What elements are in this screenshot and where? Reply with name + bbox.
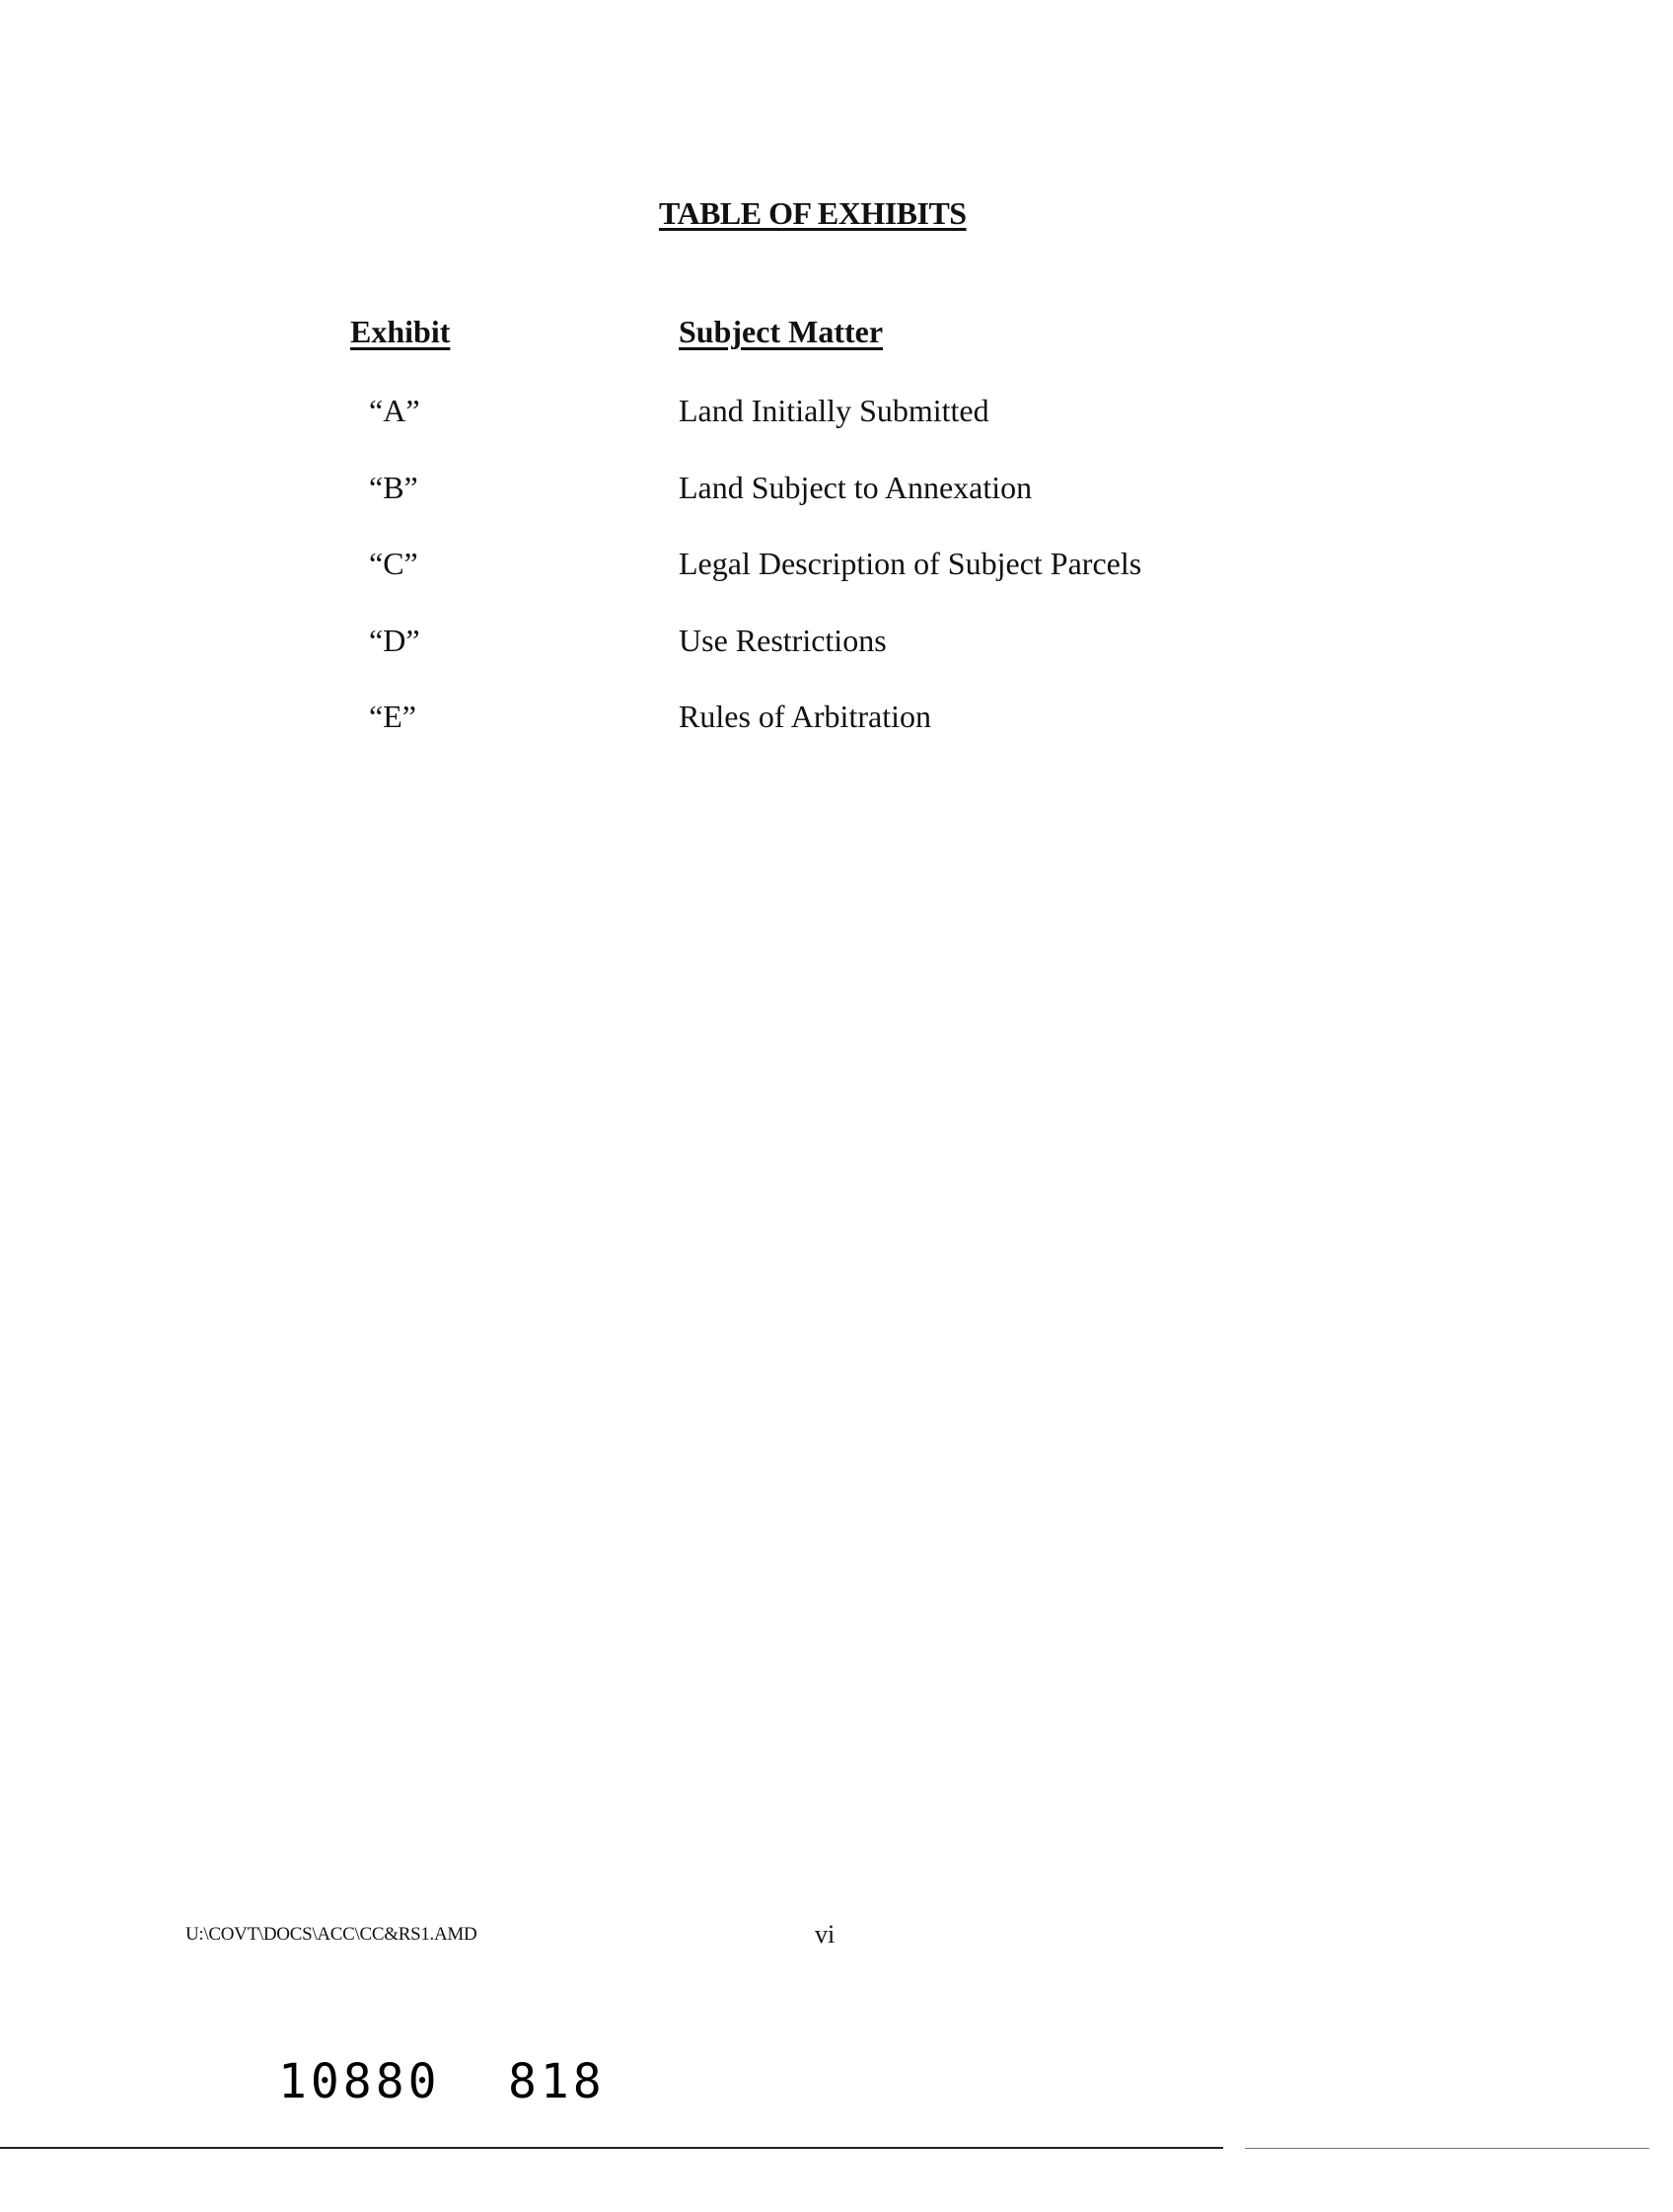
column-header-exhibit: Exhibit bbox=[350, 314, 451, 349]
exhibit-subject: Land Initially Submitted bbox=[679, 393, 989, 428]
document-title: TABLE OF EXHIBITS bbox=[659, 195, 967, 231]
exhibit-code: “C” bbox=[369, 546, 418, 581]
exhibit-code: “B” bbox=[369, 469, 418, 505]
exhibit-subject: Rules of Arbitration bbox=[679, 699, 931, 734]
exhibit-row bbox=[0, 623, 1673, 700]
exhibit-row bbox=[0, 393, 1673, 470]
exhibit-subject: Legal Description of Subject Parcels bbox=[679, 546, 1142, 581]
recording-stamp-book: 10880 bbox=[278, 2054, 441, 2109]
exhibit-code: “E” bbox=[369, 699, 416, 734]
footer-page-number: vi bbox=[815, 1920, 836, 1949]
exhibit-row bbox=[0, 470, 1673, 547]
exhibit-row bbox=[0, 699, 1673, 775]
bottom-rule bbox=[0, 2147, 1223, 2149]
exhibit-subject: Use Restrictions bbox=[679, 622, 887, 658]
column-header-subject-matter: Subject Matter bbox=[679, 314, 884, 349]
exhibit-row bbox=[0, 546, 1673, 623]
exhibit-list bbox=[0, 393, 1673, 775]
exhibit-subject: Land Subject to Annexation bbox=[679, 469, 1033, 505]
exhibit-code: “D” bbox=[369, 622, 420, 658]
exhibit-code: “A” bbox=[369, 393, 420, 428]
recording-stamp-page: 818 bbox=[508, 2054, 606, 2109]
bottom-rule-faint bbox=[1245, 2148, 1649, 2149]
footer-file-path: U:\COVT\DOCS\ACC\CC&RS1.AMD bbox=[185, 1924, 477, 1945]
